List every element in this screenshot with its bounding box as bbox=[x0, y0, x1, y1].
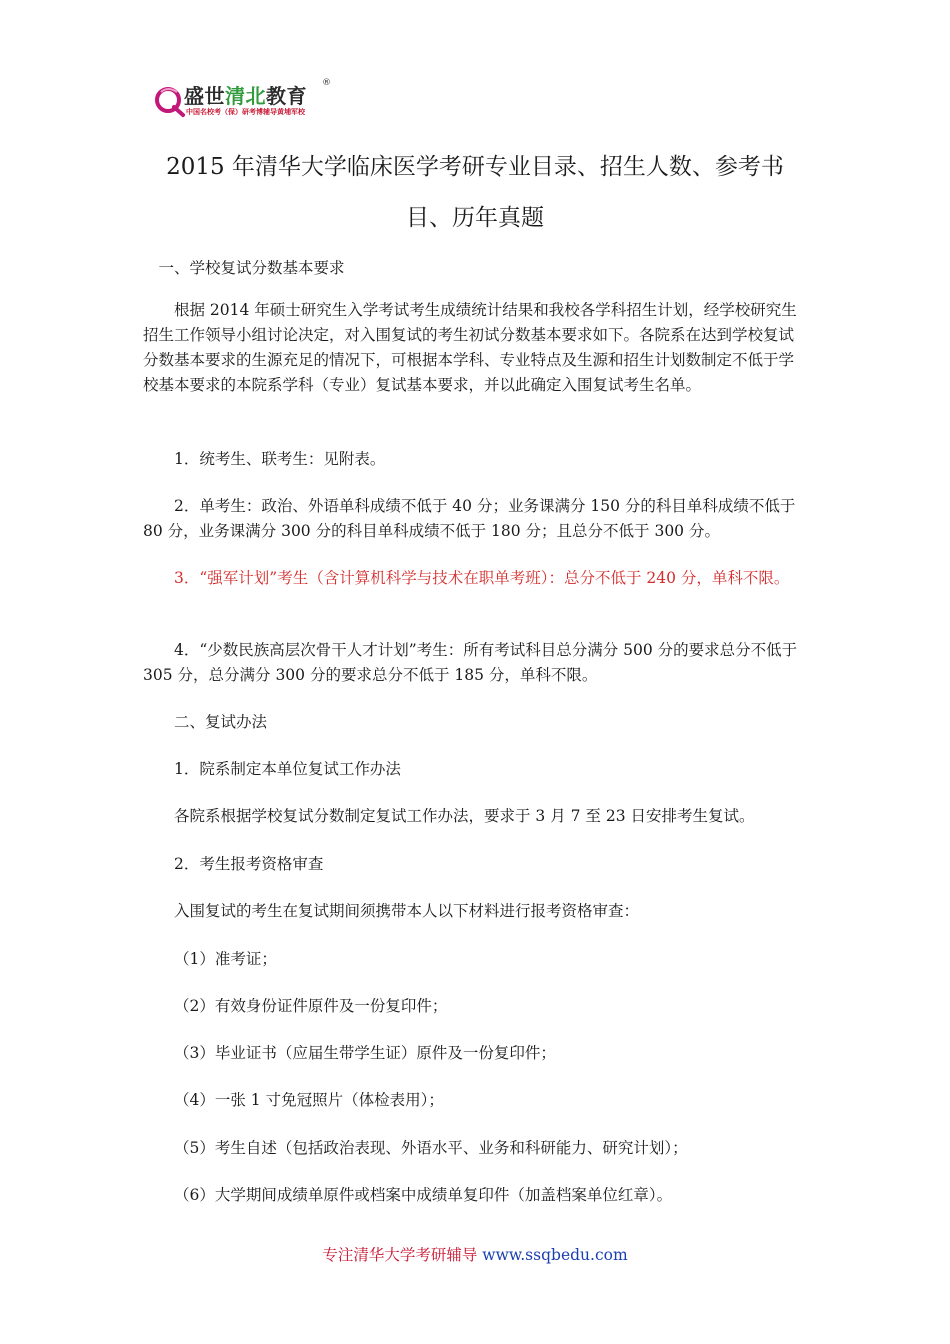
material-item-3: （3）毕业证书（应届生带学生证）原件及一份复印件； bbox=[174, 1044, 556, 1062]
logo bbox=[152, 78, 352, 128]
material-item-4: （4）一张 1 寸免冠照片（体检表用）； bbox=[174, 1091, 444, 1109]
footer bbox=[0, 1243, 950, 1265]
section-heading-2: 二、复试办法 bbox=[174, 713, 268, 731]
logo-q-icon bbox=[152, 82, 188, 118]
logo-name: 盛世清北教育 bbox=[184, 84, 307, 108]
item-1: 1．统考生、联考生：见附表。 bbox=[174, 450, 386, 468]
title-line-2: 目、历年真题 bbox=[406, 205, 544, 231]
material-item-6: （6）大学期间成绩单原件或档案中成绩单复印件（加盖档案单位红章）。 bbox=[174, 1186, 673, 1204]
footer-url[interactable]: www.ssqbedu.com bbox=[482, 1246, 628, 1264]
paragraph-intro: 根据 2014 年硕士研究生入学考试考生成绩统计结果和我校各学科招生计划，经学校研究生招生工作领导小组讨论决定，对入围复试的考生初试分数基本要求如下。各院系在达到学校复试分数基本要求的生源充足的情况下，可根据本学科、专业特点及生源和招生计划数制定不低于学校基本要求的本院系学科（专业）复试基本要求，并以此确定入围复试考生名单。 bbox=[143, 301, 797, 394]
material-item-2: （2）有效身份证件原件及一份复印件； bbox=[174, 997, 448, 1015]
subheading-2: 2．考生报考资格审查 bbox=[174, 855, 324, 873]
paragraph-materials: 入围复试的考生在复试期间须携带本人以下材料进行报考资格审查： bbox=[174, 902, 640, 920]
material-item-1: （1）准考证； bbox=[174, 950, 277, 968]
registered-mark: ® bbox=[322, 78, 331, 88]
material-item-5: （5）考生自述（包括政治表现、外语水平、业务和科研能力、研究计划）； bbox=[174, 1139, 688, 1157]
logo-slogan: 中国名校考（保）研考博辅导黄埔军校 bbox=[186, 108, 305, 116]
title-line-1: 2015 年清华大学临床医学考研专业目录、招生人数、参考书 bbox=[166, 154, 784, 180]
subheading-1: 1．院系制定本单位复试工作办法 bbox=[174, 760, 401, 778]
item-2: 2．单考生：政治、外语单科成绩不低于 40 分；业务课满分 150 分的科目单科成绩不低于 80 分，业务课满分 300 分的科目单科成绩不低于 180 分；且总分不低于 300 分。 bbox=[143, 497, 796, 540]
paragraph-schedule: 各院系根据学校复试分数制定复试工作办法，要求于 3 月 7 至 23 日安排考生复试。 bbox=[174, 807, 755, 825]
section-heading-1: 一、学校复试分数基本要求 bbox=[158, 259, 345, 277]
footer-text: 专注清华大学考研辅导 bbox=[322, 1246, 478, 1264]
item-3: 3．“强军计划”考生（含计算机科学与技术在职单考班）：总分不低于 240 分，单科不限。 bbox=[174, 569, 790, 587]
document-title bbox=[140, 142, 810, 244]
item-4: 4．“少数民族高层次骨干人才计划”考生：所有考试科目总分满分 500 分的要求总分不低于 305 分，总分满分 300 分的要求总分不低于 185 分，单科不限。 bbox=[143, 641, 798, 684]
